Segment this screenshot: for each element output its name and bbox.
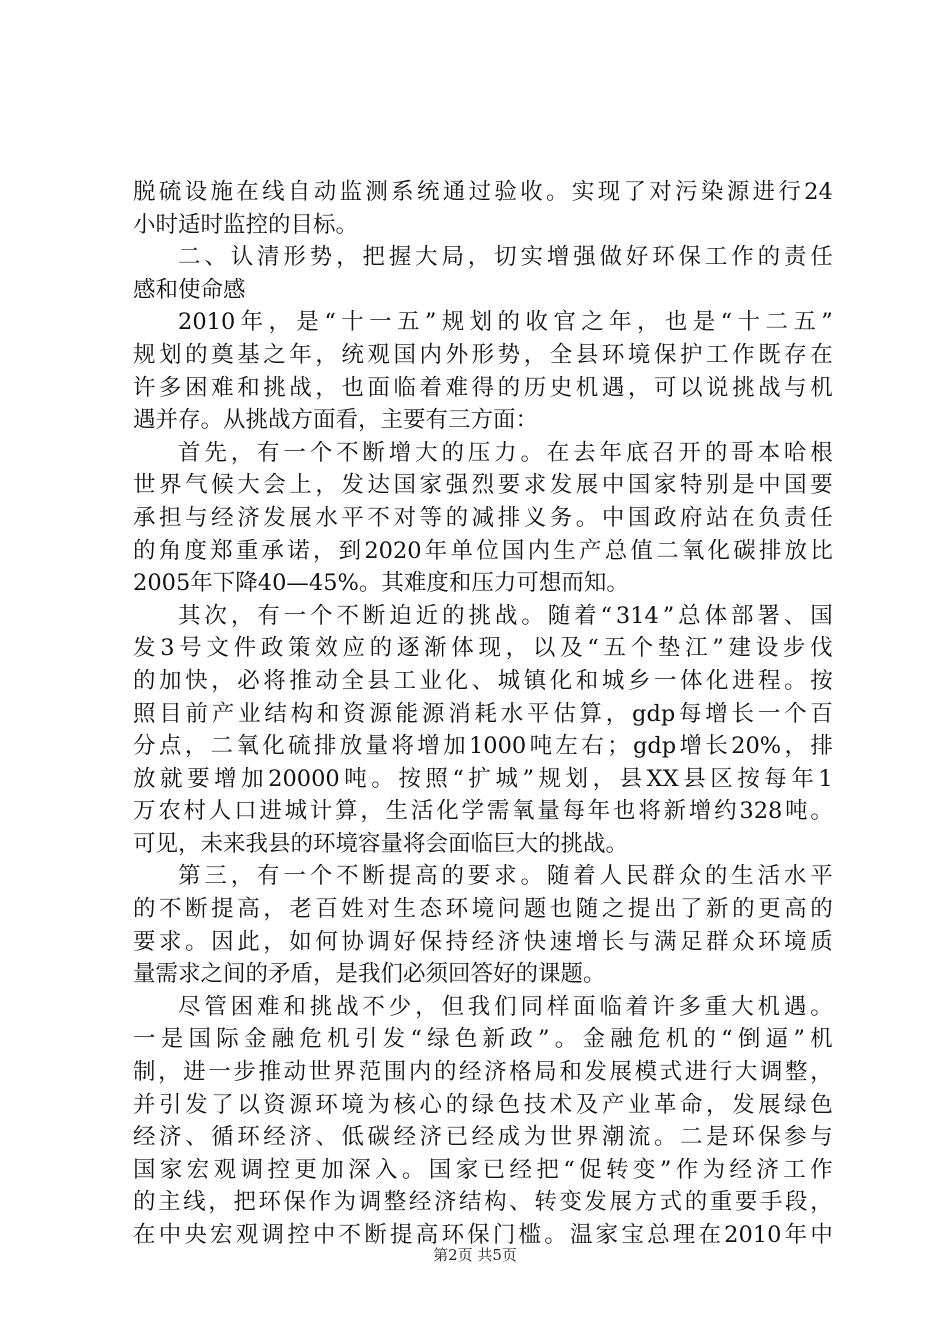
text-line: 世 界 气 候 大 会 上 ， 发 达 国 家 强 烈 要 求 发 展 中 国 家 特 别 是 中 国 要 [133,472,833,499]
text-line: 许 多 困 难 和 挑 战 ， 也 面 临 着 难 得 的 历 史 机 遇 ， 可 以 说 挑 战 与 机 [133,374,833,401]
text-line: 规 划 的 奠 基 之 年 ， 统 观 国 内 外 形 势 ， 全 县 环 境 保 护 工 作 既 存 在 [133,341,833,368]
text-line: 国 家 宏 观 调 控 更 加 深 入 。 国 家 已 经 把 “ 促 转 变 ” 作 为 经 济 工 作 [133,1156,833,1183]
text-line: 制 ， 进 一 步 推 动 世 界 范 围 内 的 经 济 格 局 和 发 展 模 式 进 行 大 调 整 ， [133,1059,833,1086]
text-line: 小时适时监控的目标。 [133,211,359,238]
text-line: 遇并存。从挑战方面看，主要有三方面： [133,407,539,434]
text-line: 的 加 快 ， 必 将 推 动 全 县 工 业 化 、 城 镇 化 和 城 乡 一 体 化 进 程 。 按 [133,667,833,694]
text-line: 第 三 ， 有 一 个 不 断 提 高 的 要 求 。 随 着 人 民 群 众 的 生 活 水 平 [178,863,833,890]
text-line: 并 引 发 了 以 资 源 环 境 为 核 心 的 绿 色 技 术 及 产 业 革 命 ， 发 展 绿 色 [133,1091,833,1118]
text-line: 量需求之间的矛盾，是我们必须回答好的课题。 [133,961,606,988]
text-line: 脱 硫 设 施 在 线 自 动 监 测 系 统 通 过 验 收 。 实 现 了 对 污 染 源 进 行 24 [133,179,833,205]
text-line: 的 不 断 提 高 ， 老 百 姓 对 生 态 环 境 问 题 也 随 之 提 出 了 新 的 更 高 的 [133,896,833,923]
text-line: 放 就 要 增 加 20000 吨 。 按 照 “ 扩 城 ” 规 划 ， 县 XX 县 区 按 每 年 1 [133,765,833,792]
text-line: 经 济 、 循 环 经 济 、 低 碳 经 济 已 经 成 为 世 界 潮 流 。 二 是 环 保 参 与 [133,1124,833,1151]
text-line: 二 、 认 清 形 势 ， 把 握 大 局 ， 切 实 增 强 做 好 环 保 工 作 的 责 任 [178,244,833,271]
text-line: 首 先 ， 有 一 个 不 断 增 大 的 压 力 。 在 去 年 底 召 开 的 哥 本 哈 根 [178,439,833,466]
text-line: 尽 管 困 难 和 挑 战 不 少 ， 但 我 们 同 样 面 临 着 许 多 重 大 机 遇 。 [178,993,833,1020]
page-number-footer: 第2页 共5页 [433,1246,517,1264]
text-line: 在 中 央 宏 观 调 控 中 不 断 提 高 环 保 门 槛 。 温 家 宝 总 理 在 2010 年 中 [133,1222,833,1248]
text-line: 万 农 村 人 口 进 城 计 算 ， 生 活 化 学 需 氧 量 每 年 也 将 新 增 约 328 吨 。 [133,798,833,825]
text-line: 可见，未来我县的环境容量将会面临巨大的挑战。 [133,830,629,857]
document-body [133,176,833,1252]
text-line: 分 点 ， 二 氧 化 硫 排 放 量 将 增 加 1000 吨 左 右 ； gdp 增 长 20% ， 排 [133,733,833,760]
text-line: 承 担 与 经 济 发 展 水 平 不 对 等 的 减 排 义 务 。 中 国 政 府 站 在 负 责 任 [133,504,833,531]
text-line: 感和使命感 [133,276,246,303]
text-line: 2010 年 ， 是 “ 十 一 五 ” 规 划 的 收 官 之 年 ， 也 是 “ 十 二 五 ” [178,309,833,336]
text-line: 其 次 ， 有 一 个 不 断 迫 近 的 挑 战 。 随 着 “ 314 ” 总 体 部 署 、 国 [178,602,833,629]
text-line: 的 主 线 ， 把 环 保 作 为 调 整 经 济 结 构 、 转 变 发 展 方 式 的 重 要 手 段 ， [133,1189,833,1216]
text-line: 照 目 前 产 业 结 构 和 资 源 能 源 消 耗 水 平 估 算 ， gdp 每 增 长 一 个 百 [133,700,833,727]
text-line: 要 求 。 因 此 ， 如 何 协 调 好 保 持 经 济 快 速 增 长 与 满 足 群 众 环 境 质 [133,928,833,955]
text-line: 2005年下降40—45%。其难度和压力可想而知。 [133,570,629,597]
text-line: 一 是 国 际 金 融 危 机 引 发 “ 绿 色 新 政 ” 。 金 融 危 机 的 “ 倒 逼 ” 机 [133,1026,833,1053]
text-line: 发 3 号 文 件 政 策 效 应 的 逐 渐 体 现 ， 以 及 “ 五 个 垫 江 ” 建 设 步 伐 [133,635,833,662]
text-line: 的 角 度 郑 重 承 诺 ， 到 2020 年 单 位 国 内 生 产 总 值 二 氧 化 碳 排 放 比 [133,537,833,564]
